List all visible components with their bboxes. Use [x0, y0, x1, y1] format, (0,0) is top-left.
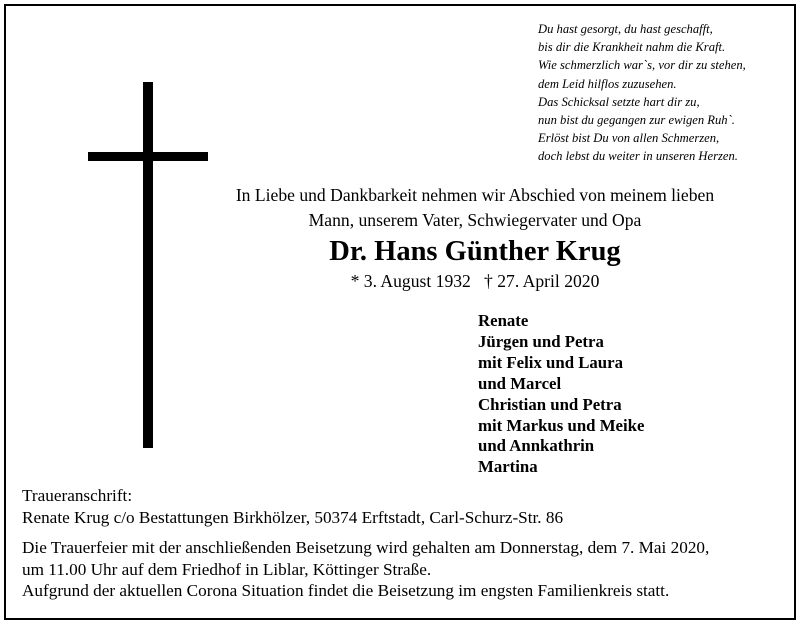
family-list	[478, 311, 718, 478]
farewell-text	[230, 183, 720, 233]
ceremony-line: Die Trauerfeier mit der anschließenden Beisetzung wird gehalten am Donnerstag, dem 7. Mai 2020,	[22, 538, 710, 557]
address-label: Traueranschrift:	[22, 486, 133, 505]
family-member: und Marcel	[478, 373, 562, 393]
ceremony-line: um 11.00 Uhr auf dem Friedhof in Liblar, Köttinger Straße.	[22, 559, 432, 579]
funeral-details	[22, 485, 782, 602]
poem	[538, 20, 778, 166]
farewell-line: Mann, unserem Vater, Schwiegervater und Opa	[308, 210, 642, 230]
life-dates: * 3. August 1932 † 27. April 2020	[350, 271, 600, 291]
poem-line: Erlöst bist Du von allen Schmerzen,	[538, 131, 720, 146]
poem-line: Wie schmerzlich war`s, vor dir zu stehen,	[538, 58, 746, 73]
spacer	[22, 528, 782, 537]
family-member: mit Markus und Meike	[478, 415, 645, 435]
cross-horizontal-bar	[88, 152, 208, 161]
family-member: Martina	[478, 457, 538, 477]
address-text: Renate Krug c/o Bestattungen Birkhölzer, 50374 Erftstadt, Carl-Schurz-Str. 86	[22, 507, 564, 527]
family-member: Jürgen und Petra	[478, 331, 604, 351]
family-member: Christian und Petra	[478, 394, 622, 414]
deceased-name: Dr. Hans Günther Krug	[329, 236, 621, 267]
family-member: und Annkathrin	[478, 436, 595, 456]
poem-line: Das Schicksal setzte hart dir zu,	[538, 94, 700, 109]
poem-line: bis dir die Krankheit nahm die Kraft.	[538, 40, 726, 55]
cross-vertical-bar	[143, 82, 153, 448]
poem-line: doch lebst du weiter in unseren Herzen.	[538, 149, 738, 164]
poem-line: nun bist du gegangen zur ewigen Ruh`.	[538, 113, 735, 128]
farewell-line: In Liebe und Dankbarkeit nehmen wir Abschied von meinem lieben	[235, 185, 715, 205]
family-member: mit Felix und Laura	[478, 352, 623, 372]
ceremony-line: Aufgrund der aktuellen Corona Situation findet die Beisetzung im engsten Familienkreis statt.	[22, 581, 670, 600]
poem-line: Du hast gesorgt, du hast geschafft,	[538, 22, 713, 36]
poem-line: dem Leid hilflos zuzusehen.	[538, 76, 677, 91]
family-member: Renate	[478, 311, 529, 330]
